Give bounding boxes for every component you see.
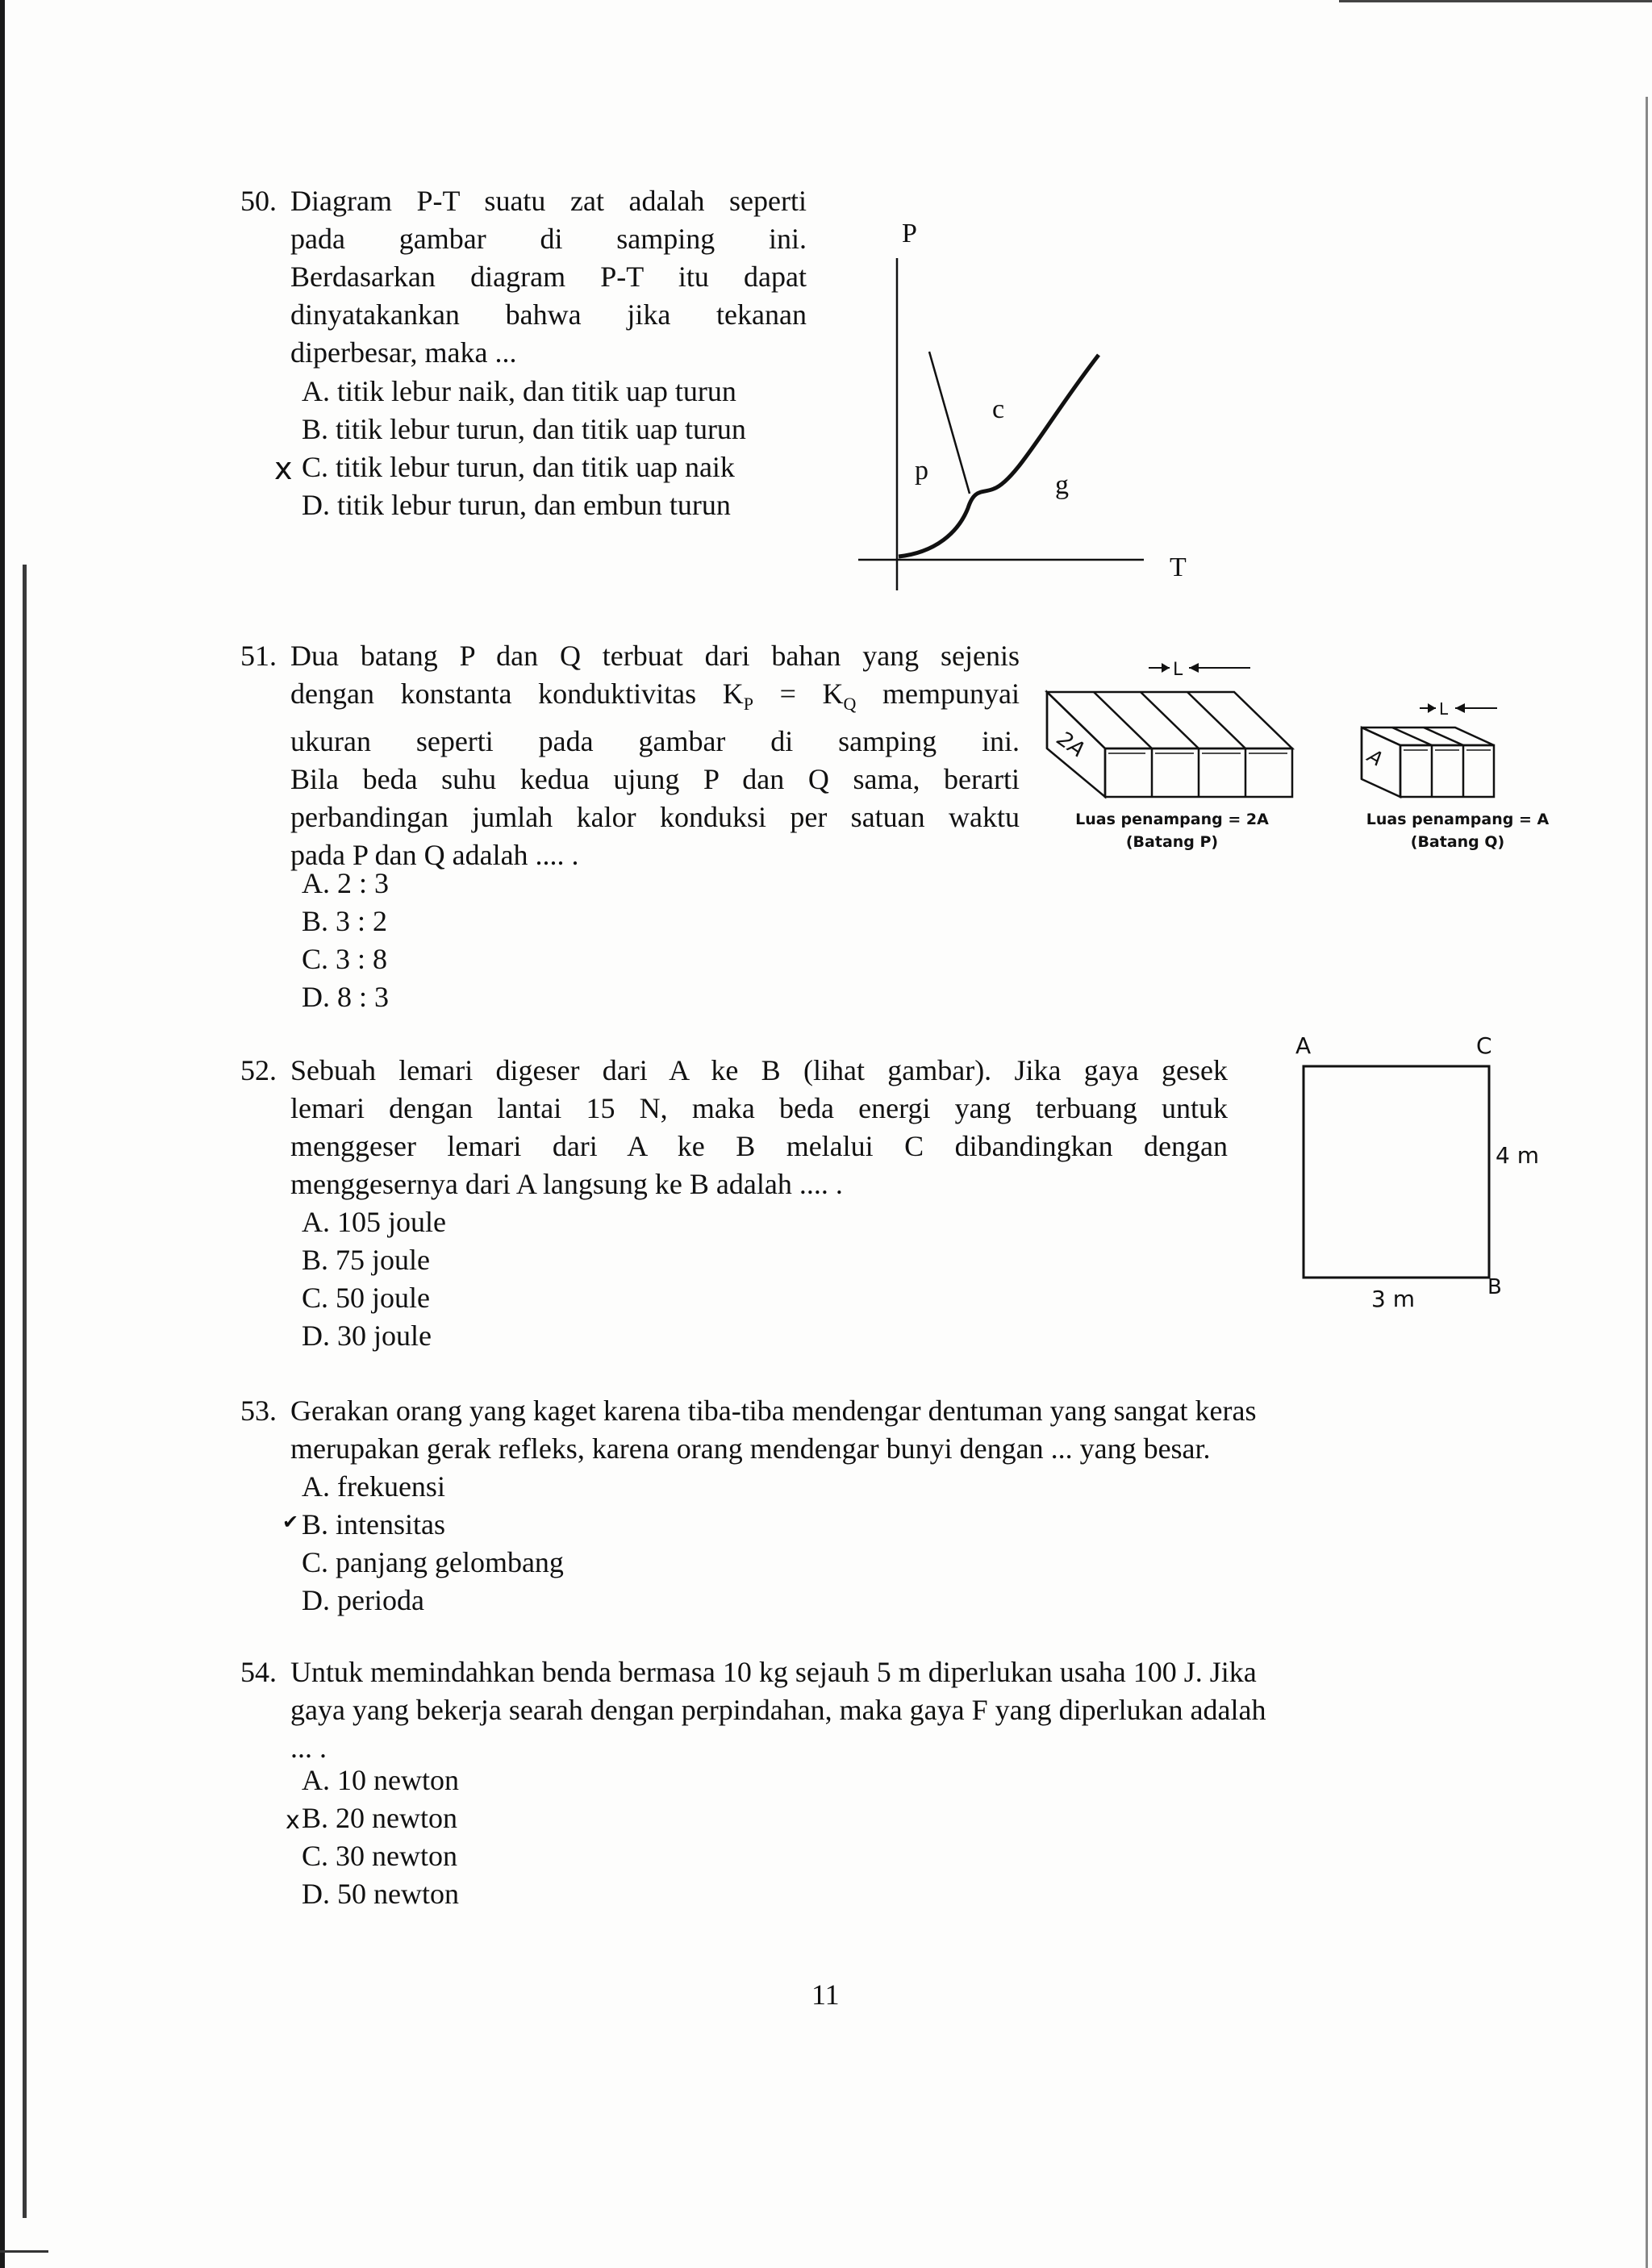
question-text <box>290 1392 1420 1468</box>
rod-q-face-label: A <box>1363 744 1387 771</box>
question-number: 51. <box>240 640 277 672</box>
question-line: merupakan gerak refleks, karena orang mendengar bunyi dengan ... yang besar. <box>290 1432 1211 1465</box>
option-a: A. 105 joule <box>302 1206 446 1238</box>
question-line: menggeser lemari dari A ke B melalui C dibandingkan dengan <box>290 1130 1228 1162</box>
option-c: C. titik lebur turun, dan titik uap naik <box>302 451 735 483</box>
question-line: ... . <box>290 1732 327 1764</box>
region-p-label: p <box>915 456 928 486</box>
question-line: menggesernya dari A langsung ke B adalah .... . <box>290 1168 843 1200</box>
region-g-label: g <box>1055 470 1069 500</box>
side-length-label: 4 m <box>1496 1142 1539 1169</box>
scan-edge-left <box>0 0 5 2268</box>
question-text <box>290 1653 1420 1767</box>
option-a: A. frekuensi <box>302 1470 445 1503</box>
option-c: C. 50 joule <box>302 1282 430 1314</box>
axis-t-label: T <box>1170 552 1187 582</box>
option-a: A. titik lebur naik, dan titik uap turun <box>302 375 736 407</box>
scan-edge-top <box>1339 0 1652 2</box>
question-line: lemari dengan lantai 15 N, maka beda energi yang terbuang untuk <box>290 1092 1228 1124</box>
question-line: Dua batang P dan Q terbuat dari bahan yang sejenis <box>290 640 1020 672</box>
question-number: 53. <box>240 1395 277 1427</box>
rod-q-caption: Luas penampang = A (Batang Q) <box>1366 811 1550 851</box>
rod-p-length-label: L <box>1173 660 1183 680</box>
corner-c-label: C <box>1476 1032 1492 1059</box>
question-line: Bila beda suhu kedua ujung P dan Q sama, berarti <box>290 763 1020 796</box>
rod-q-length-label: L <box>1439 699 1449 719</box>
question-number: 52. <box>240 1054 277 1086</box>
question-line: perbandingan jumlah kalor konduksi per satuan waktu <box>290 801 1020 834</box>
question-line: pada gambar di samping ini. <box>290 223 807 255</box>
option-b: B. titik lebur turun, dan titik uap turun <box>302 413 746 445</box>
question-line: Berdasarkan diagram P-T itu dapat <box>290 261 807 293</box>
region-c-label: c <box>992 394 1005 424</box>
option-d: D. titik lebur turun, dan embun turun <box>302 489 731 521</box>
pt-diagram <box>847 210 1218 597</box>
option-d: D. 8 : 3 <box>302 981 389 1013</box>
option-d: D. 30 joule <box>302 1320 432 1352</box>
scan-edge-right <box>1646 97 1648 2268</box>
question-line: dengan konstanta konduktivitas $K_P = K_Q$ mempunyai <box>290 677 1020 715</box>
answer-mark: x <box>286 1807 300 1835</box>
cabinet-path-box <box>1304 1066 1489 1278</box>
rod-p-caption: Luas penampang = 2A (Batang P) <box>1075 811 1269 851</box>
question-line: pada P dan Q adalah .... . <box>290 839 579 872</box>
question-line: Diagram P-T suatu zat adalah seperti <box>290 185 807 217</box>
option-a: A. 10 newton <box>302 1764 459 1796</box>
question-text <box>290 182 807 372</box>
rod-p-figure <box>1041 653 1307 807</box>
question-line: diperbesar, maka ... <box>290 336 517 369</box>
melting-line <box>929 352 970 494</box>
answer-mark: ✔ <box>282 1511 299 1533</box>
rod-q-body <box>1400 745 1494 797</box>
answer-mark: x <box>274 451 293 486</box>
corner-a-label: A <box>1295 1032 1312 1059</box>
question-line: Gerakan orang yang kaget karena tiba-tiba mendengar dentuman yang sangat keras <box>290 1395 1257 1427</box>
corner-b-label: B <box>1487 1275 1502 1299</box>
question-number: 50. <box>240 185 277 217</box>
option-d: D. perioda <box>302 1584 424 1616</box>
scan-edge-left-inner <box>23 565 27 2218</box>
rod-q-figure <box>1355 695 1516 808</box>
question-text <box>290 637 1020 874</box>
page-number: 11 <box>811 1978 840 2011</box>
scan-edge-bottom <box>0 2250 48 2253</box>
option-b: B. intensitas <box>302 1508 445 1540</box>
option-c: C. panjang gelombang <box>302 1546 564 1578</box>
phase-curve-g <box>899 355 1099 557</box>
question-line: ukuran seperti pada gambar di samping ini. <box>290 725 1020 758</box>
question-text <box>290 1052 1228 1203</box>
option-b: B. 20 newton <box>302 1802 457 1834</box>
question-line: dinyatakankan bahwa jika tekanan <box>290 298 807 331</box>
question-line: gaya yang bekerja searah dengan perpindahan, maka gaya F yang diperlukan adalah <box>290 1694 1266 1726</box>
option-b: B. 3 : 2 <box>302 905 388 937</box>
option-a: A. 2 : 3 <box>302 867 389 899</box>
option-c: C. 3 : 8 <box>302 943 388 975</box>
axis-p-label: P <box>902 219 917 248</box>
rod-p-face-label: 2A <box>1052 727 1090 763</box>
bottom-length-label: 3 m <box>1371 1286 1415 1312</box>
cabinet-path-diagram <box>1283 1024 1549 1323</box>
question-line: Sebuah lemari digeser dari A ke B (lihat gambar). Jika gaya gesek <box>290 1054 1228 1086</box>
option-d: D. 50 newton <box>302 1878 459 1910</box>
question-line: Untuk memindahkan benda bermasa 10 kg sejauh 5 m diperlukan usaha 100 J. Jika <box>290 1656 1257 1688</box>
option-c: C. 30 newton <box>302 1840 457 1872</box>
option-b: B. 75 joule <box>302 1244 430 1276</box>
question-number: 54. <box>240 1656 277 1688</box>
